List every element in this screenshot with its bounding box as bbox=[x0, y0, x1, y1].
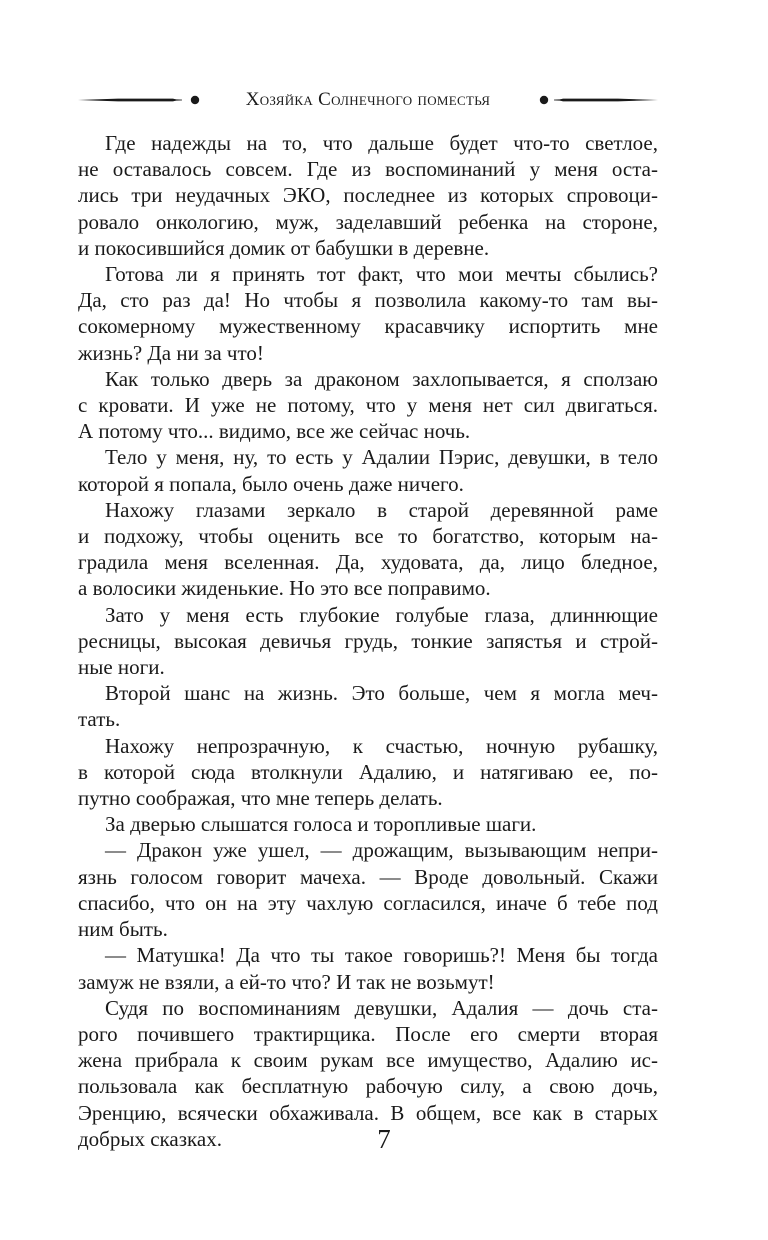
text-line: ним быть. bbox=[78, 917, 168, 942]
text-line: а волосики жиденькие. Но это все поправимо. bbox=[78, 576, 491, 601]
paragraph bbox=[78, 733, 658, 812]
paragraph bbox=[78, 261, 658, 366]
text-line: Как только дверь за драконом захлопывается, я сползаю bbox=[105, 366, 658, 391]
text-line: Второй шанс на жизнь. Это больше, чем я могла меч- bbox=[105, 681, 658, 706]
text-line: Эренцию, всячески обхаживала. В общем, все как в старых bbox=[78, 1100, 658, 1125]
text-line: в которой сюда втолкнули Адалию, и натягиваю ее, по- bbox=[78, 759, 658, 784]
paragraph bbox=[78, 680, 658, 732]
running-head bbox=[78, 87, 658, 113]
text-line: Нахожу непрозрачную, к счастью, ночную рубашку, bbox=[105, 733, 658, 758]
text-line: Судя по воспоминаниям девушки, Адалия — дочь ста- bbox=[105, 995, 658, 1020]
text-line: не оставалось совсем. Где из воспоминаний у меня оста- bbox=[78, 157, 658, 182]
text-line: Да, сто раз да! Но чтобы я позволила какому-то там вы- bbox=[78, 288, 658, 313]
text-line: с кровати. И уже не потому, что у меня нет сил двигаться. bbox=[78, 393, 658, 418]
paragraph bbox=[78, 497, 658, 602]
text-line: Тело у меня, ну, то есть у Адалии Пэрис, девушки, в тело bbox=[105, 445, 658, 470]
text-line: Где надежды на то, что дальше будет что-то светлое, bbox=[105, 131, 658, 155]
text-line: язнь голосом говорит мачеха. — Вроде довольный. Скажи bbox=[78, 864, 658, 889]
text-line: А потому что... видимо, все же сейчас ночь. bbox=[78, 419, 471, 444]
text-line: Зато у меня есть глубокие голубые глаза, длиннющие bbox=[105, 602, 658, 627]
text-line: добрых сказках. bbox=[78, 1126, 223, 1151]
text-line: рого почившего трактирщика. После его смерти вторая bbox=[78, 1021, 658, 1046]
text-line: Нахожу глазами зеркало в старой деревянной раме bbox=[105, 497, 658, 522]
text-line: градила меня вселенная. Да, худовата, да, лицо бледное, bbox=[78, 550, 658, 575]
text-line: замуж не взяли, а ей-то что? И так не возьмут! bbox=[78, 969, 495, 994]
text-line: — Дракон уже ушел, — дрожащим, вызывающим непри- bbox=[105, 838, 658, 863]
text-line: За дверью слышатся голоса и торопливые шаги. bbox=[105, 812, 537, 837]
text-line: жена прибрала к своим рукам все имущество, Адалию ис- bbox=[78, 1048, 658, 1073]
text-line: и подхожу, чтобы оценить все то богатство, которым на- bbox=[78, 524, 658, 549]
text-line: лись три неудачных ЭКО, последнее из которых спровоци- bbox=[78, 183, 658, 208]
text-line: ресницы, высокая девичья грудь, тонкие запястья и строй- bbox=[78, 628, 658, 653]
text-line: сокомерному мужественному красавчику испортить мне bbox=[78, 314, 658, 339]
text-line: тать. bbox=[78, 707, 121, 732]
text-line: спасибо, что он на эту чахлую согласился, иначе б тебе под bbox=[78, 890, 658, 915]
text-line: Готова ли я принять тот факт, что мои мечты сбылись? bbox=[105, 262, 658, 287]
paragraph bbox=[78, 811, 658, 837]
paragraph bbox=[78, 837, 658, 942]
paragraph bbox=[78, 942, 658, 994]
running-head-title: Хозяйка Солнечного поместья bbox=[245, 89, 491, 110]
paragraph bbox=[78, 602, 658, 681]
text-line: — Матушка! Да что ты такое говоришь?! Меня бы тогда bbox=[105, 943, 658, 968]
paragraph bbox=[78, 366, 658, 445]
paragraph bbox=[78, 130, 658, 261]
body-text bbox=[78, 130, 658, 1152]
text-line: ровало онкологию, муж, заделавший ребенка на стороне, bbox=[78, 209, 658, 234]
text-line: ные ноги. bbox=[78, 655, 165, 680]
text-line: путно соображая, что мне теперь делать. bbox=[78, 786, 443, 811]
paragraph bbox=[78, 444, 658, 496]
text-line: и покосившийся домик от бабушки в деревне. bbox=[78, 235, 490, 260]
text-line: пользовала как бесплатную рабочую силу, а свою дочь, bbox=[78, 1074, 658, 1099]
page-number: 7 bbox=[377, 1124, 391, 1154]
text-line: которой я попала, было очень даже ничего. bbox=[78, 471, 464, 496]
text-line: жизнь? Да ни за что! bbox=[78, 340, 264, 365]
